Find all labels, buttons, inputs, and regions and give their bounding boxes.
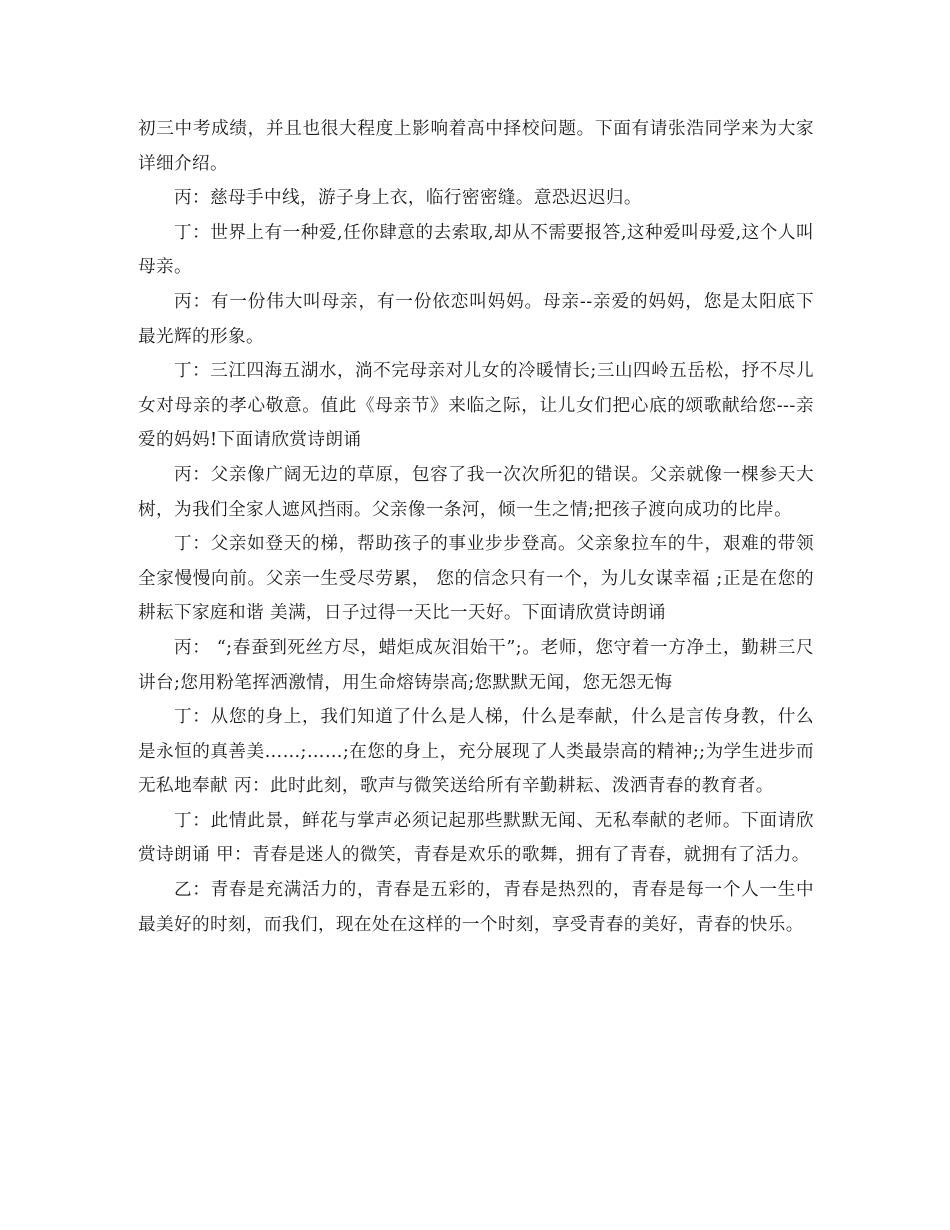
paragraph-1: 初三中考成绩，并且也很大程度上影响着高中择校问题。下面有请张浩同学来为大家详细介绍。 (138, 119, 814, 174)
paragraph-5: 丁：三江四海五湖水，淌不完母亲对儿女的冷暖情长;三山四岭五岳松，抒不尽儿女对母亲的孝心敬意。值此《母亲节》来临之际，让儿女们把心底的颂歌献给您---亲爱的妈妈!下面请欣赏诗朗诵 (138, 361, 814, 451)
paragraph-2: 丙：慈母手中线，游子身上衣，临行密密缝。意恐迟迟归。 (174, 188, 642, 209)
paragraph-7: 丁：父亲如登天的梯，帮助孩子的事业步步登高。父亲象拉车的牛，艰难的带领全家慢慢向前。父亲一生受尽劳累， 您的信念只有一个，为儿女谋幸福 ;正是在您的耕耘下家庭和谐 美满，日子过得一天比一天好。下面请欣赏诗朗诵 (138, 534, 814, 624)
paragraph-6: 丙：父亲像广阔无边的草原，包容了我一次次所犯的错误。父亲就像一棵参天大树，为我们全家人遮风挡雨。父亲像一条河，倾一生之情;把孩子渡向成功的比岸。 (138, 464, 814, 520)
document-body (138, 112, 814, 942)
paragraph-4: 丙：有一份伟大叫母亲，有一份依恋叫妈妈。母亲--亲爱的妈妈，您是太阳底下最光辉的形象。 (138, 291, 814, 347)
paragraph-9: 丁：从您的身上，我们知道了什么是人梯，什么是奉献，什么是言传身教，什么是永恒的真善美……;……;在您的身上，充分展现了人类最崇高的精神;;为学生进步而无私地奉献 丙：此时此刻，歌声与微笑送给所有辛勤耕耘、泼洒青春的教育者。 (138, 707, 814, 797)
paragraph-3: 丁：世界上有一种爱,任你肆意的去索取,却从不需要报答,这种爱叫母爱,这个人叫母亲。 (138, 222, 814, 278)
paragraph-10: 丁：此情此景，鲜花与掌声必须记起那些默默无闻、无私奉献的老师。下面请欣赏诗朗诵 甲：青春是迷人的微笑，青春是欢乐的歌舞，拥有了青春，就拥有了活力。 (138, 810, 814, 866)
paragraph-11: 乙：青春是充满活力的，青春是五彩的，青春是热烈的，青春是每一个人一生中最美好的时刻，而我们，现在处在这样的一个时刻，享受青春的美好，青春的快乐。 (138, 880, 814, 935)
paragraph-8: 丙： “;春蚕到死丝方尽，蜡炬成灰泪始干”;。老师，您守着一方净土，勤耕三尺讲台;您用粉笔挥洒激情，用生命熔铸崇高;您默默无闻，您无怨无悔 (138, 637, 814, 693)
